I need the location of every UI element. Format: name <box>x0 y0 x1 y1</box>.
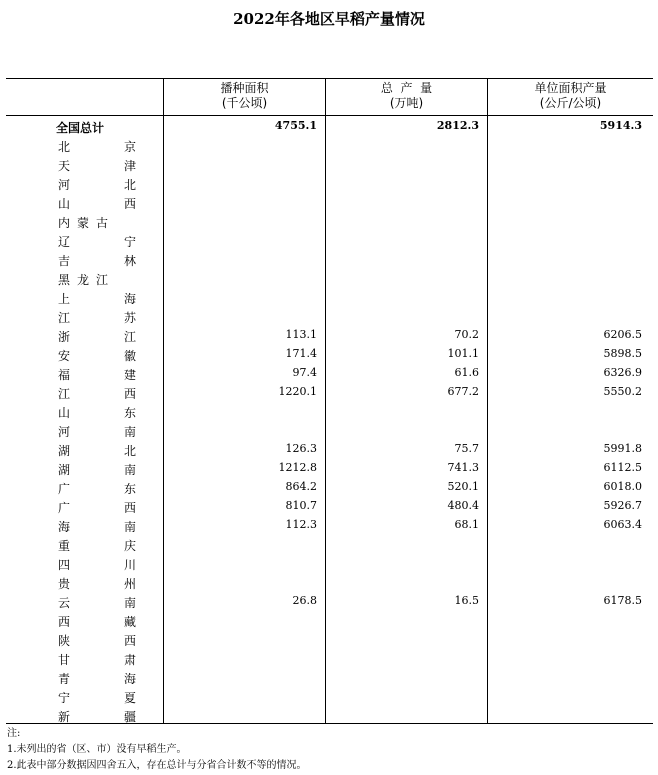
region-name: 广 西 <box>58 501 136 515</box>
header-label: 单位面积产量 <box>534 81 607 95</box>
region-name: 甘 肃 <box>58 653 136 667</box>
table-row <box>6 193 653 212</box>
total-output-cell: 16.5 <box>454 594 479 607</box>
total-output-cell: 75.7 <box>454 442 479 455</box>
yield-cell: 6063.4 <box>603 518 642 531</box>
yield-cell: 5550.2 <box>603 385 642 398</box>
total-output-cell: 741.3 <box>447 461 479 474</box>
table-row <box>6 554 653 573</box>
region-name: 广 东 <box>58 482 136 496</box>
header-unit: (公斤/公顷) <box>539 96 602 110</box>
region-name: 江 西 <box>58 387 136 401</box>
sown-area-cell: 112.3 <box>285 518 317 531</box>
yield-cell: 5926.7 <box>603 499 642 512</box>
region-name: 重 庆 <box>58 539 136 553</box>
header-label: 总 产 量 <box>380 81 433 95</box>
table-row <box>6 687 653 706</box>
total-output-cell: 677.2 <box>447 385 479 398</box>
region-name: 湖 南 <box>58 463 136 477</box>
table-row <box>6 383 653 402</box>
region-name: 湖 北 <box>58 444 136 458</box>
table-row <box>6 611 653 630</box>
table-row <box>6 668 653 687</box>
total-output-cell: 70.2 <box>454 328 479 341</box>
region-name: 青 海 <box>58 672 136 686</box>
yield-cell: 6112.5 <box>603 461 642 474</box>
yield-cell: 5914.3 <box>599 119 642 132</box>
sown-area-cell: 810.7 <box>285 499 317 512</box>
yield-cell: 6018.0 <box>603 480 642 493</box>
table-row <box>6 573 653 592</box>
yield-cell: 5898.5 <box>603 347 642 360</box>
yield-cell: 6206.5 <box>603 328 642 341</box>
header-label: 播种面积 <box>220 81 269 95</box>
total-output-cell: 480.4 <box>447 499 479 512</box>
region-name: 北 京 <box>58 140 136 154</box>
header-total-output <box>326 78 487 115</box>
header-bottom-rule <box>6 115 653 116</box>
table-row <box>6 440 653 459</box>
sown-area-cell: 26.8 <box>292 594 317 607</box>
table-row <box>6 706 653 725</box>
region-name: 全国总计 <box>56 121 105 135</box>
region-name: 上 海 <box>58 292 136 306</box>
table-row <box>6 155 653 174</box>
yield-cell: 5991.8 <box>603 442 642 455</box>
region-name: 黑 龙 江 <box>58 273 108 287</box>
total-output-cell: 101.1 <box>447 347 479 360</box>
footnote-1: 1.未列出的省（区、市）没有早稻生产。 <box>7 744 187 755</box>
region-name: 河 南 <box>58 425 136 439</box>
table-row <box>6 421 653 440</box>
sown-area-cell: 864.2 <box>285 480 317 493</box>
region-name: 浙 江 <box>58 330 136 344</box>
table-row <box>6 250 653 269</box>
table-row <box>6 307 653 326</box>
region-name: 贵 州 <box>58 577 136 591</box>
region-name: 西 藏 <box>58 615 136 629</box>
region-name: 安 徽 <box>58 349 136 363</box>
region-name: 宁 夏 <box>58 691 136 705</box>
table-row-total <box>6 117 653 136</box>
table-row <box>6 345 653 364</box>
table-row <box>6 402 653 421</box>
table-row <box>6 478 653 497</box>
sown-area-cell: 1220.1 <box>278 385 317 398</box>
table-row <box>6 459 653 478</box>
header-sown-area <box>164 78 325 115</box>
footnote-heading: 注: <box>7 728 21 739</box>
table-row <box>6 269 653 288</box>
region-name: 云 南 <box>58 596 136 610</box>
region-name: 山 东 <box>58 406 136 420</box>
sown-area-cell: 4755.1 <box>274 119 317 132</box>
region-name: 天 津 <box>58 159 136 173</box>
table-row <box>6 174 653 193</box>
yield-cell: 6178.5 <box>603 594 642 607</box>
sown-area-cell: 126.3 <box>285 442 317 455</box>
table-row <box>6 535 653 554</box>
table-row <box>6 136 653 155</box>
page-title: 2022年各地区早稻产量情况 <box>233 10 425 28</box>
table-row <box>6 288 653 307</box>
region-name: 海 南 <box>58 520 136 534</box>
region-name: 辽 宁 <box>58 235 136 249</box>
table-row <box>6 649 653 668</box>
table-row <box>6 497 653 516</box>
total-output-cell: 61.6 <box>454 366 479 379</box>
table-row <box>6 364 653 383</box>
table-row <box>6 630 653 649</box>
header-unit: (千公顷) <box>221 96 268 110</box>
region-name: 陕 西 <box>58 634 136 648</box>
yield-cell: 6326.9 <box>603 366 642 379</box>
table-row <box>6 326 653 345</box>
header-unit: (万吨) <box>389 96 424 110</box>
sown-area-cell: 97.4 <box>292 366 317 379</box>
table-row <box>6 212 653 231</box>
footnotes <box>7 726 307 774</box>
sown-area-cell: 171.4 <box>285 347 317 360</box>
region-name: 山 西 <box>58 197 136 211</box>
region-name: 四 川 <box>58 558 136 572</box>
total-output-cell: 2812.3 <box>436 119 479 132</box>
region-name: 福 建 <box>58 368 136 382</box>
table-row <box>6 231 653 250</box>
data-table <box>6 78 653 724</box>
header-yield-per-area <box>488 78 653 115</box>
region-name: 吉 林 <box>58 254 136 268</box>
footnote-2: 2.此表中部分数据因四舍五入，存在总计与分省合计数不等的情况。 <box>7 760 307 771</box>
region-name: 新 疆 <box>58 710 136 724</box>
total-output-cell: 520.1 <box>447 480 479 493</box>
region-name: 江 苏 <box>58 311 136 325</box>
sown-area-cell: 1212.8 <box>278 461 317 474</box>
region-name: 河 北 <box>58 178 136 192</box>
total-output-cell: 68.1 <box>454 518 479 531</box>
table-row <box>6 592 653 611</box>
sown-area-cell: 113.1 <box>285 328 317 341</box>
region-name: 内 蒙 古 <box>58 216 108 230</box>
table-row <box>6 516 653 535</box>
